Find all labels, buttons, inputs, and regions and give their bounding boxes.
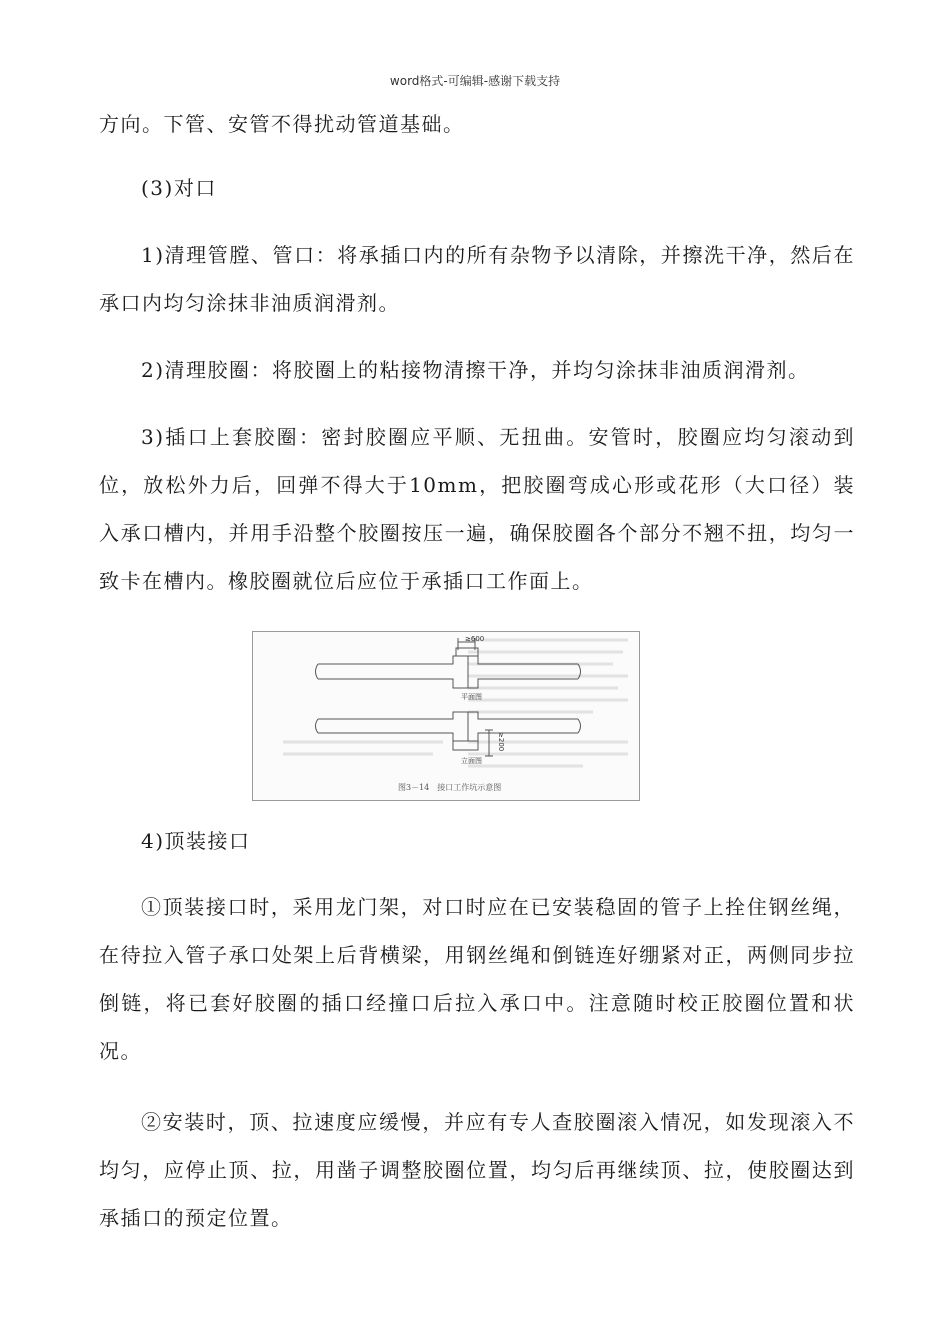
section-heading-top-joint: 4)顶装接口	[141, 829, 251, 853]
dim-top-label: ≥600	[465, 635, 485, 643]
dim-side-label: ≥200	[497, 732, 505, 752]
joint-pit-diagram	[252, 631, 640, 801]
section-heading-jointing: (3)对口	[141, 176, 217, 200]
paragraph-top-joint-2: ②安装时，顶、拉速度应缓慢，并应有专人查胶圈滚入情况，如发现滚入不均匀，应停止顶、拉，用凿子调整胶圈位置，均匀后再继续顶、拉，使胶圈达到承插口的预定位置。	[99, 1110, 855, 1230]
paragraph-fit-ring: 3)插口上套胶圈：密封胶圈应平顺、无扭曲。安管时，胶圈应均匀滚动到位，放松外力后，回弹不得大于10mm，把胶圈弯成心形或花形（大口径）装入承口槽内，并用手沿整个胶圈按压一遍，确保胶圈各个部分不翘不扭，均匀一致卡在槽内。橡胶圈就位后应位于承插口工作面上。	[99, 425, 855, 593]
elevation-view-label: 立面图	[461, 757, 482, 765]
paragraph-top-joint-1: ①顶装接口时，采用龙门架，对口时应在已安装稳固的管子上拴住钢丝绳，在待拉入管子承口处架上后背横梁，用钢丝绳和倒链连好绷紧对正，两侧同步拉倒链，将已套好胶圈的插口经撞口后拉入承口中。注意随时校正胶圈位置和状况。	[99, 895, 855, 1063]
page-header: word格式-可编辑-感谢下载支持	[389, 74, 561, 88]
paragraph-clean-ring: 2)清理胶圈：将胶圈上的粘接物清擦干净，并均匀涂抹非油质润滑剂。	[141, 358, 810, 382]
figure-caption: 图3－14 接口工作坑示意图	[398, 783, 502, 792]
plan-view-label: 平面图	[461, 693, 482, 701]
paragraph-continuation: 方向。下管、安管不得扰动管道基础。	[99, 112, 465, 136]
paragraph-clean-pipe: 1)清理管膛、管口：将承插口内的所有杂物予以清除，并擦洗干净，然后在承口内均匀涂抹非油质润滑剂。	[99, 243, 855, 315]
